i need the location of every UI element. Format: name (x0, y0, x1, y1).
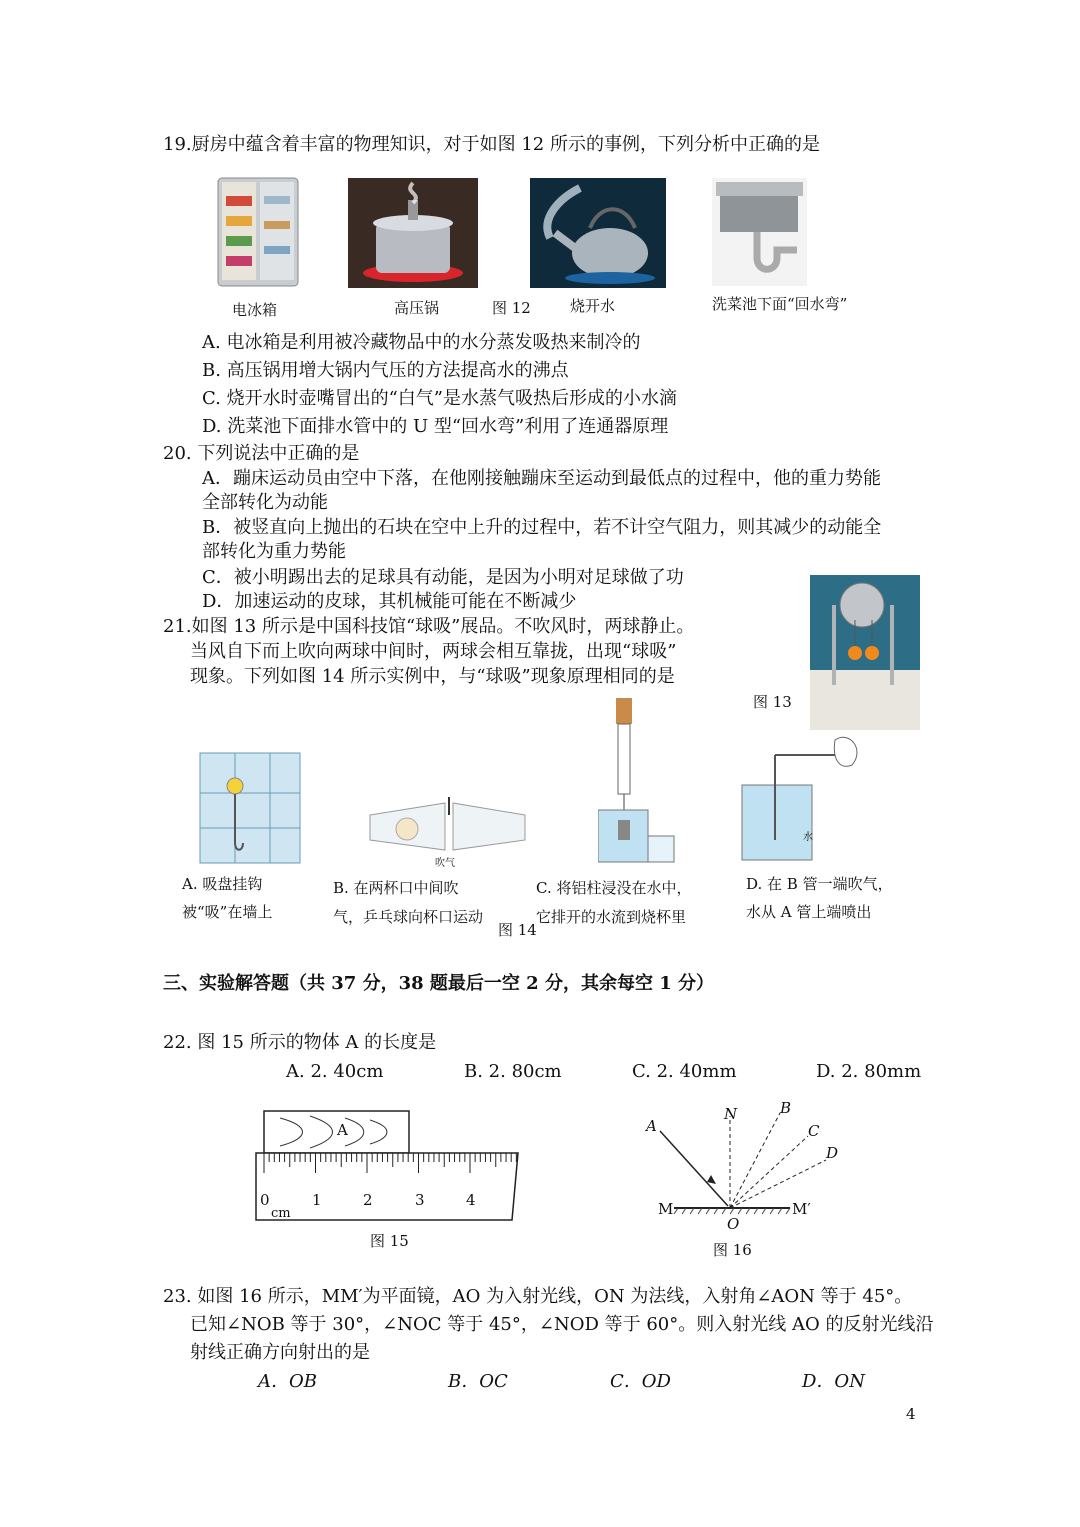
ruler-tick-0: 0 (260, 1191, 270, 1209)
q20-option-c: C．被小明踢出去的足球具有动能，是因为小明对足球做了功 (202, 567, 684, 588)
q20-option-d: D．加速运动的皮球，其机械能可能在不断减少 (202, 591, 577, 612)
q20-stem: 20. 下列说法中正确的是 (163, 443, 360, 464)
aluminum-column-image (598, 698, 678, 866)
blowing-cups-image (365, 795, 530, 865)
water-label: 水 (803, 832, 813, 843)
q22-option-a: A. 2. 40cm (286, 1061, 384, 1082)
label-c: C (808, 1122, 820, 1140)
q21-caption-b-1: B. 在两杯口中间吹 (333, 879, 459, 897)
q22-option-b: B. 2. 80cm (464, 1061, 562, 1082)
label-d: D (826, 1144, 839, 1162)
refrigerator-image (216, 176, 300, 288)
ruler-tick-3: 3 (415, 1191, 425, 1209)
q23-line-2: 已知∠NOB 等于 30°，∠NOC 等于 45°，∠NOD 等于 60°。则入射光线 AO 的反射光线沿 (190, 1314, 934, 1335)
q23-line-1: 23. 如图 16 所示，MM′为平面镜，AO 为入射光线，ON 为法线，入射角∠AON 等于 45°。 (163, 1286, 913, 1307)
img-label-kettle: 烧开水 (570, 297, 616, 315)
pressure-cooker-image (348, 178, 478, 288)
q21-caption-a-1: A. 吸盘挂钩 (182, 875, 263, 893)
label-a: A (646, 1117, 657, 1135)
q23-option-a: A．OB (258, 1371, 317, 1392)
label-m-prime: M′ (792, 1200, 811, 1218)
q21-caption-d-1: D. 在 B 管一端吹气， (746, 875, 893, 893)
ruler-tick-1: 1 (312, 1191, 322, 1209)
img-label-refrigerator: 电冰箱 (232, 301, 278, 319)
ruler-figure (250, 1108, 530, 1224)
q23-line-3: 射线正确方向射出的是 (190, 1342, 370, 1363)
q20-option-b: B．被竖直向上抛出的石块在空中上升的过程中，若不计空气阻力，则其减少的动能全 (202, 517, 882, 538)
q22-option-d: D. 2. 80mm (816, 1061, 922, 1082)
figure-13-caption: 图 13 (753, 693, 792, 711)
q21-line-1: 21.如图 13 所示是中国科技馆“球吸”展品。不吹风时，两球静止。 (163, 616, 695, 637)
ruler-tick-4: 4 (466, 1191, 476, 1209)
q19-option-c: C. 烧开水时壶嘴冒出的“白气”是水蒸气吸热后形成的小水滴 (202, 388, 677, 409)
q21-line-2: 当风自下而上吹向两球中间时，两球会相互靠拢，出现“球吸” (190, 641, 677, 662)
section-3-heading: 三、实验解答题（共 37 分，38 题最后一空 2 分，其余每空 1 分） (163, 973, 715, 994)
q19-option-d: D. 洗菜池下面排水管中的 U 型“回水弯”利用了连通器原理 (202, 416, 669, 437)
boiling-kettle-image (530, 178, 666, 288)
q21-caption-c-2: 它排开的水流到烧杯里 (536, 908, 687, 926)
ruler-tick-2: 2 (363, 1191, 373, 1209)
q20-option-b-cont: 部转化为重力势能 (202, 541, 346, 562)
img-label-pressure-cooker: 高压锅 (394, 299, 440, 317)
q19-option-b: B. 高压锅用增大锅内气压的方法提高水的沸点 (202, 360, 569, 381)
blowing-tube-image (740, 730, 865, 865)
label-n: N (724, 1105, 738, 1123)
q21-line-3: 现象。下列如图 14 所示实例中，与“球吸”现象原理相同的是 (190, 666, 675, 687)
figure-14-caption: 图 14 (498, 921, 537, 939)
q22-option-c: C. 2. 40mm (632, 1061, 737, 1082)
label-m: M (658, 1200, 674, 1218)
ruler-unit: cm (271, 1206, 291, 1221)
q22-stem: 22. 图 15 所示的物体 A 的长度是 (163, 1032, 437, 1053)
q21-caption-a-2: 被“吸”在墙上 (182, 903, 273, 921)
label-o: O (727, 1215, 740, 1233)
q20-option-a-cont: 全部转化为动能 (202, 492, 328, 513)
figure-16-caption: 图 16 (713, 1241, 752, 1259)
q23-option-b: B．OC (448, 1371, 508, 1392)
q21-caption-c-1: C. 将铝柱浸没在水中， (536, 879, 692, 897)
q21-caption-d-2: 水从 A 管上端喷出 (746, 903, 872, 921)
figure-12-caption: 图 12 (492, 299, 531, 317)
q19-stem: 19.厨房中蕴含着丰富的物理知识，对于如图 12 所示的事例，下列分析中正确的是 (163, 134, 820, 155)
sink-trap-image (712, 178, 807, 286)
page-number: 4 (906, 1405, 916, 1423)
q20-option-a: A．蹦床运动员由空中下落，在他刚接触蹦床至运动到最低点的过程中，他的重力势能 (202, 468, 881, 489)
img-label-sink: 洗菜池下面“回水弯” (712, 295, 848, 313)
q21-caption-b-2: 气，乒乓球向杯口运动 (333, 908, 484, 926)
object-a-label: A (337, 1121, 348, 1139)
suction-hook-image (195, 748, 305, 868)
figure-15-caption: 图 15 (370, 1232, 409, 1250)
q23-option-d: D．ON (802, 1371, 865, 1392)
q19-option-a: A. 电冰箱是利用被冷藏物品中的水分蒸发吸热来制冷的 (202, 332, 641, 353)
q23-option-c: C．OD (610, 1371, 671, 1392)
label-b: B (780, 1099, 792, 1117)
blow-air-label: 吹气 (435, 858, 455, 869)
ball-suction-exhibit-image (810, 575, 920, 730)
